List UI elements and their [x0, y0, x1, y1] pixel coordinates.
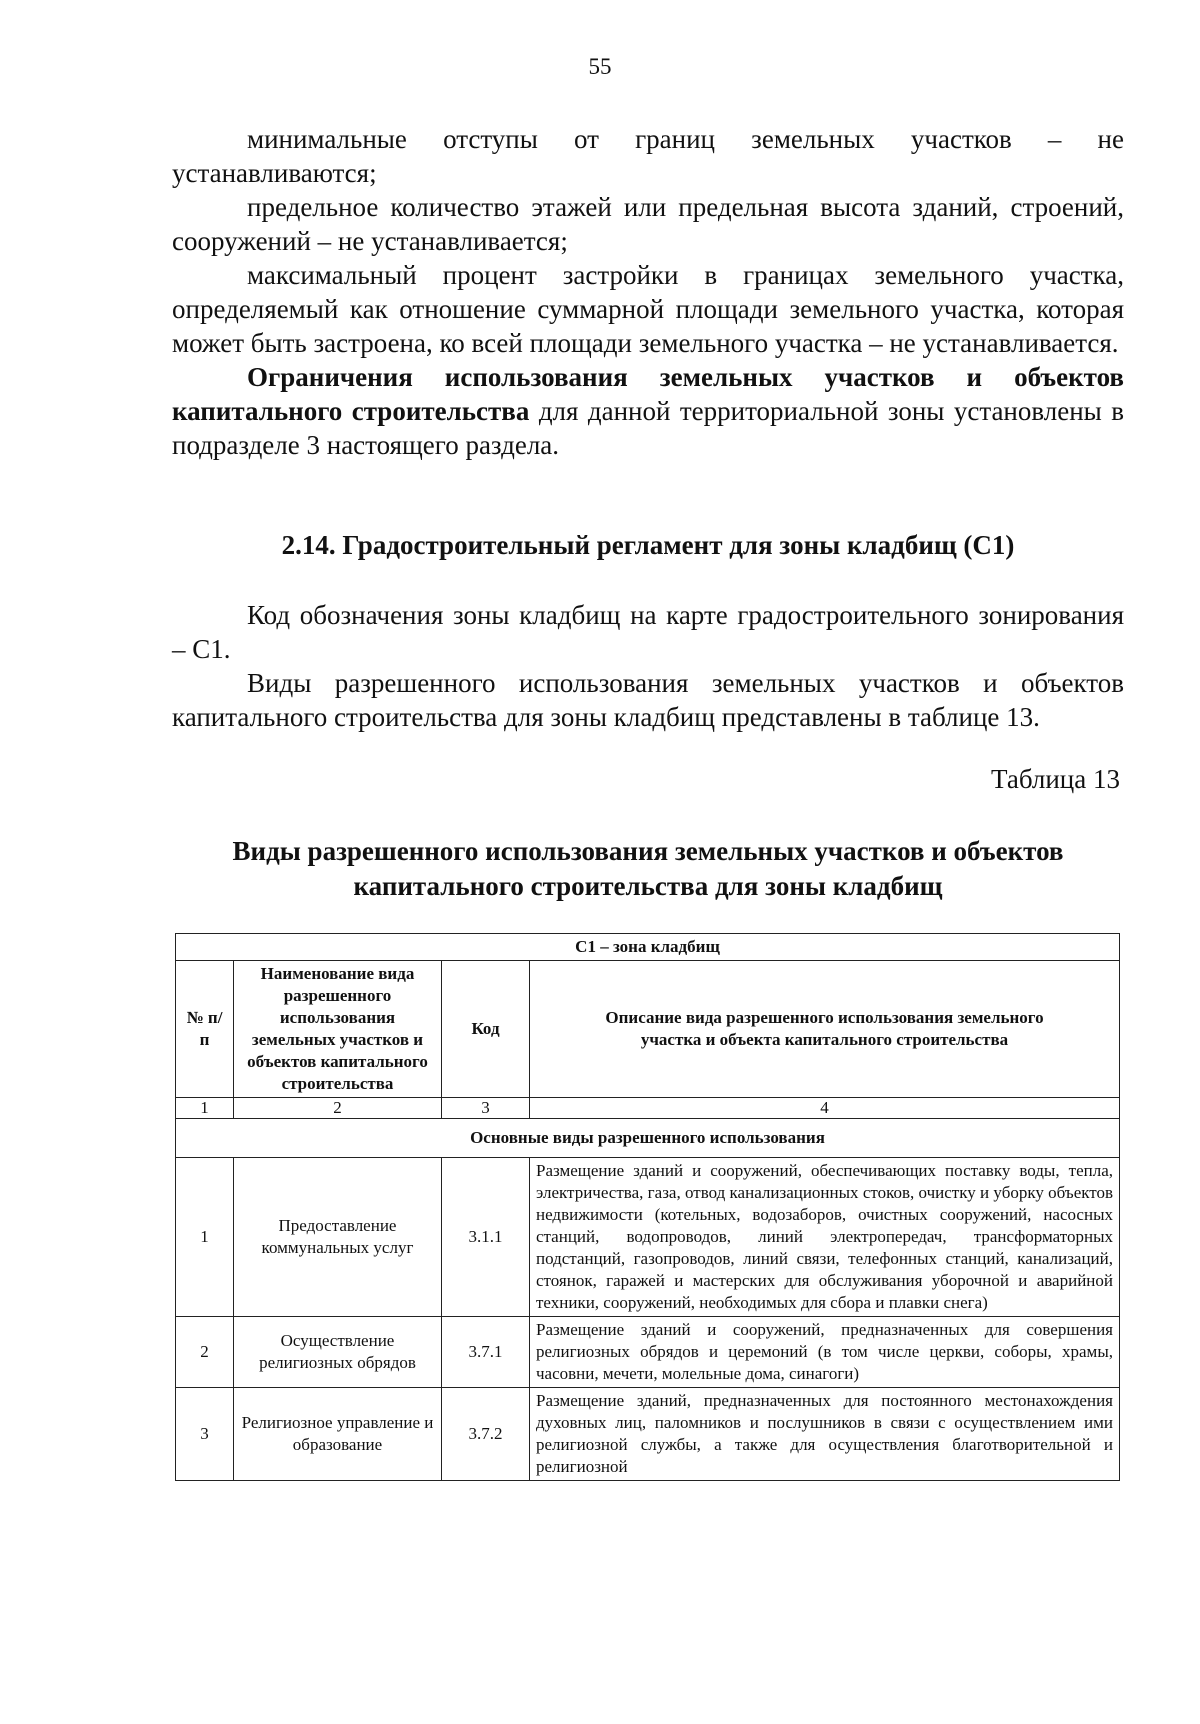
column-number: 1 — [176, 1098, 234, 1119]
row-code: 3.1.1 — [442, 1158, 530, 1317]
column-number: 2 — [234, 1098, 442, 1119]
row-code: 3.7.2 — [442, 1388, 530, 1481]
section-row — [176, 1119, 1120, 1158]
column-number: 4 — [530, 1098, 1120, 1119]
permitted-uses-table — [175, 933, 1120, 1481]
table-label: Таблица 13 — [991, 764, 1120, 794]
page-number: 55 — [588, 54, 612, 79]
section-main-uses: Основные виды разрешенного использования — [176, 1119, 1120, 1158]
paragraph-setbacks: минимальные отступы от границ земельных участков – не устанавливаются; — [172, 124, 1124, 188]
zone-header: С1 – зона кладбищ — [176, 934, 1120, 961]
section-heading: 2.14. Градостроительный регламент для зоны кладбищ (С1) — [281, 530, 1015, 560]
table-row — [176, 1317, 1120, 1388]
row-description: Размещение зданий и сооружений, предназначенных для совершения религиозных обрядов и церемоний (в том числе церкви, соборы, храмы, часовни, мечети, молельные дома, синагоги) — [530, 1317, 1120, 1388]
row-name: Предоставление коммунальных услуг — [234, 1158, 442, 1317]
header-code: Код — [442, 961, 530, 1098]
paragraph-floors: предельное количество этажей или предельная высота зданий, строений, сооружений – не устанавливается; — [172, 192, 1124, 256]
header-number: № п/п — [176, 961, 234, 1098]
row-code: 3.7.1 — [442, 1317, 530, 1388]
row-number: 3 — [176, 1388, 234, 1481]
paragraph-zone-code: Код обозначения зоны кладбищ на карте градостроительного зонирования – С1. — [172, 600, 1124, 664]
table-row — [176, 1388, 1120, 1481]
paragraph-restrictions — [172, 360, 1124, 462]
header-name: Наименование вида разрешенного использования земельных участков и объектов капитального строительства — [234, 961, 442, 1098]
paragraph-table-ref: Виды разрешенного использования земельных участков и объектов капитального строительства для зоны кладбищ представлены в таблице 13. — [172, 668, 1124, 732]
body-text — [172, 122, 1124, 462]
column-header-row — [176, 961, 1120, 1098]
column-number: 3 — [442, 1098, 530, 1119]
column-number-row — [176, 1098, 1120, 1119]
row-description: Размещение зданий и сооружений, обеспечивающих поставку воды, тепла, электричества, газа, отвод канализационных стоков, очистку и уборку объектов недвижимости (котельных, водозаборов, очистных сооружений, насосных станций, водопроводов, линий электропередач, трансформаторных подстанций, газопроводов, линий связи, телефонных станций, канализаций, стоянок, гаражей и мастерских для обслуживания уборочной и аварийной техники, сооружений, необходимых для сбора и плавки снега) — [530, 1158, 1120, 1317]
row-number: 1 — [176, 1158, 234, 1317]
row-number: 2 — [176, 1317, 234, 1388]
table-title: Виды разрешенного использования земельных участков и объектов капитального строительства для зоны кладбищ — [232, 836, 1064, 901]
paragraph-coverage: максимальный процент застройки в границах земельного участка, определяемый как отношение суммарной площади земельного участка, которая может быть застроена, ко всей площади земельного участка – не устанавливается. — [172, 260, 1124, 358]
restrictions-rest: для данной территориальной зоны установлены в подразделе 3 настоящего раздела. — [172, 396, 1124, 460]
intro-text — [172, 598, 1124, 734]
table-row — [176, 1158, 1120, 1317]
zone-header-row — [176, 934, 1120, 961]
restrictions-bold: Ограничения использования земельных участков и объектов капитального строительства — [172, 362, 1124, 426]
row-name: Религиозное управление и образование — [234, 1388, 442, 1481]
row-description: Размещение зданий, предназначенных для постоянного местонахождения духовных лиц, паломников и послушников в связи с осуществлением ими религиозной службы, а также для осуществления благотворительной и религиозной — [530, 1388, 1120, 1481]
row-name: Осуществление религиозных обрядов — [234, 1317, 442, 1388]
header-description: Описание вида разрешенного использования земельного участка и объекта капитального строительства — [530, 961, 1120, 1098]
